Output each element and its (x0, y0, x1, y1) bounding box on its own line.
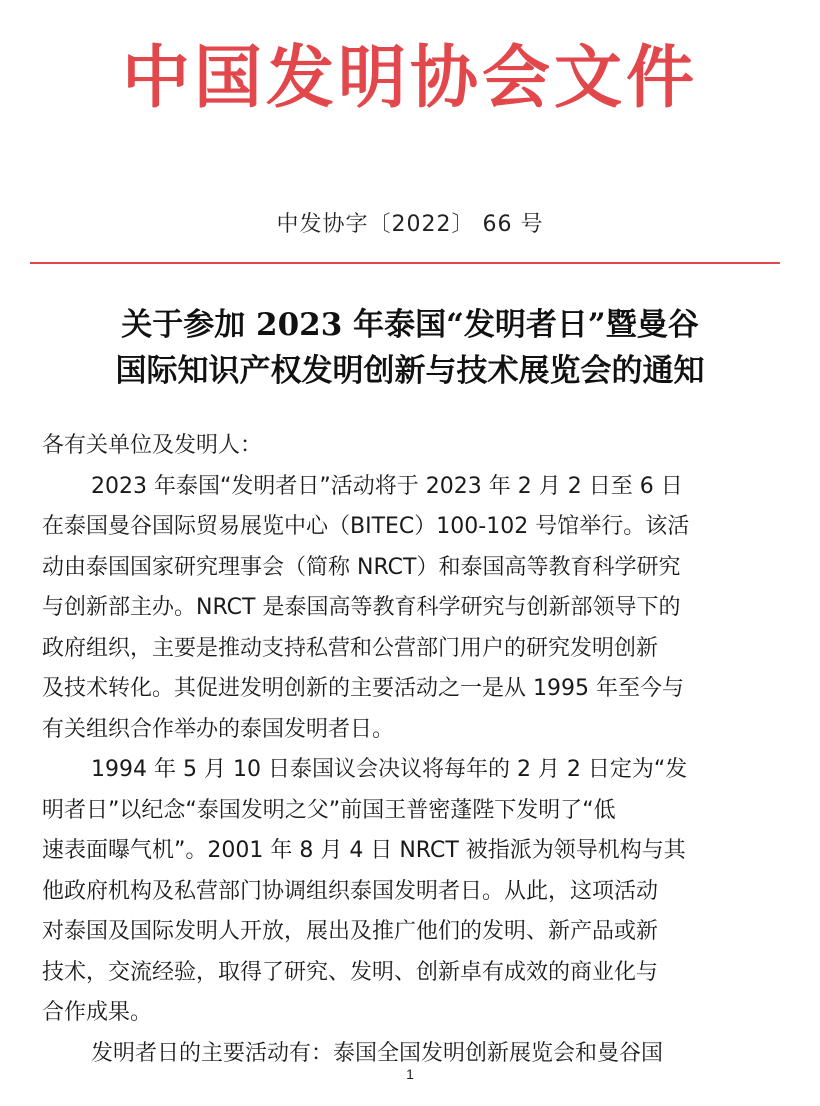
body-line: 合作成果。 (42, 1000, 153, 1025)
document-title (20, 302, 800, 394)
body-line: 在泰国曼谷国际贸易展览中心（BITEC）100-102 号馆举行。该活 (42, 514, 690, 539)
red-divider-line (30, 262, 780, 264)
body-line: 2023 年泰国“发明者日”活动将于 2023 年 2 月 2 日至 6 日 (91, 473, 683, 499)
body-line: 速表面曝气机”。2001 年 8 月 4 日 NRCT 被指派为领导机构与其 (42, 838, 686, 863)
body-line: 他政府机构及私营部门协调组织泰国发明者日。从此，这项活动 (42, 878, 659, 904)
document-masthead: 中国发明协会文件 (121, 38, 698, 118)
body-line: 及技术转化。其促进发明创新的主要活动之一是从 1995 年至今与 (42, 676, 684, 701)
body-line: 对泰国及国际发明人开放，展出及推广他们的发明、新产品或新 (42, 919, 659, 944)
body-line: 1994 年 5 月 10 日泰国议会决议将每年的 2 月 2 日定为“发 (91, 757, 688, 782)
body-line: 政府组织，主要是推动支持私营和公营部门用户的研究发明创新 (42, 635, 659, 661)
document-body (42, 426, 782, 1074)
body-line: 有关组织合作举办的泰国发明者日。 (42, 716, 395, 742)
title-line-1: 关于参加 2023 年泰国“发明者日”暨曼谷 (121, 307, 699, 343)
body-line: 动由泰国国家研究理事会（简称 NRCT）和泰国高等教育科学研究 (42, 554, 681, 580)
body-line: 发明者日的主要活动有：泰国全国发明创新展览会和曼谷国 (91, 1040, 664, 1066)
body-line: 明者日”以纪念“泰国发明之父”前国王普密蓬陛下发明了“低 (42, 797, 616, 823)
title-line-2: 国际知识产权发明创新与技术展览会的通知 (115, 353, 705, 389)
page-number: 1 (406, 1066, 414, 1082)
document-number: 中发协字〔2022〕 66 号 (276, 212, 544, 237)
body-line: 技术，交流经验，取得了研究、发明、创新卓有成效的商业化与 (42, 959, 659, 985)
salutation: 各有关单位及发明人： (42, 433, 263, 458)
body-line: 与创新部主办。NRCT 是泰国高等教育科学研究与创新部领导下的 (42, 595, 681, 620)
